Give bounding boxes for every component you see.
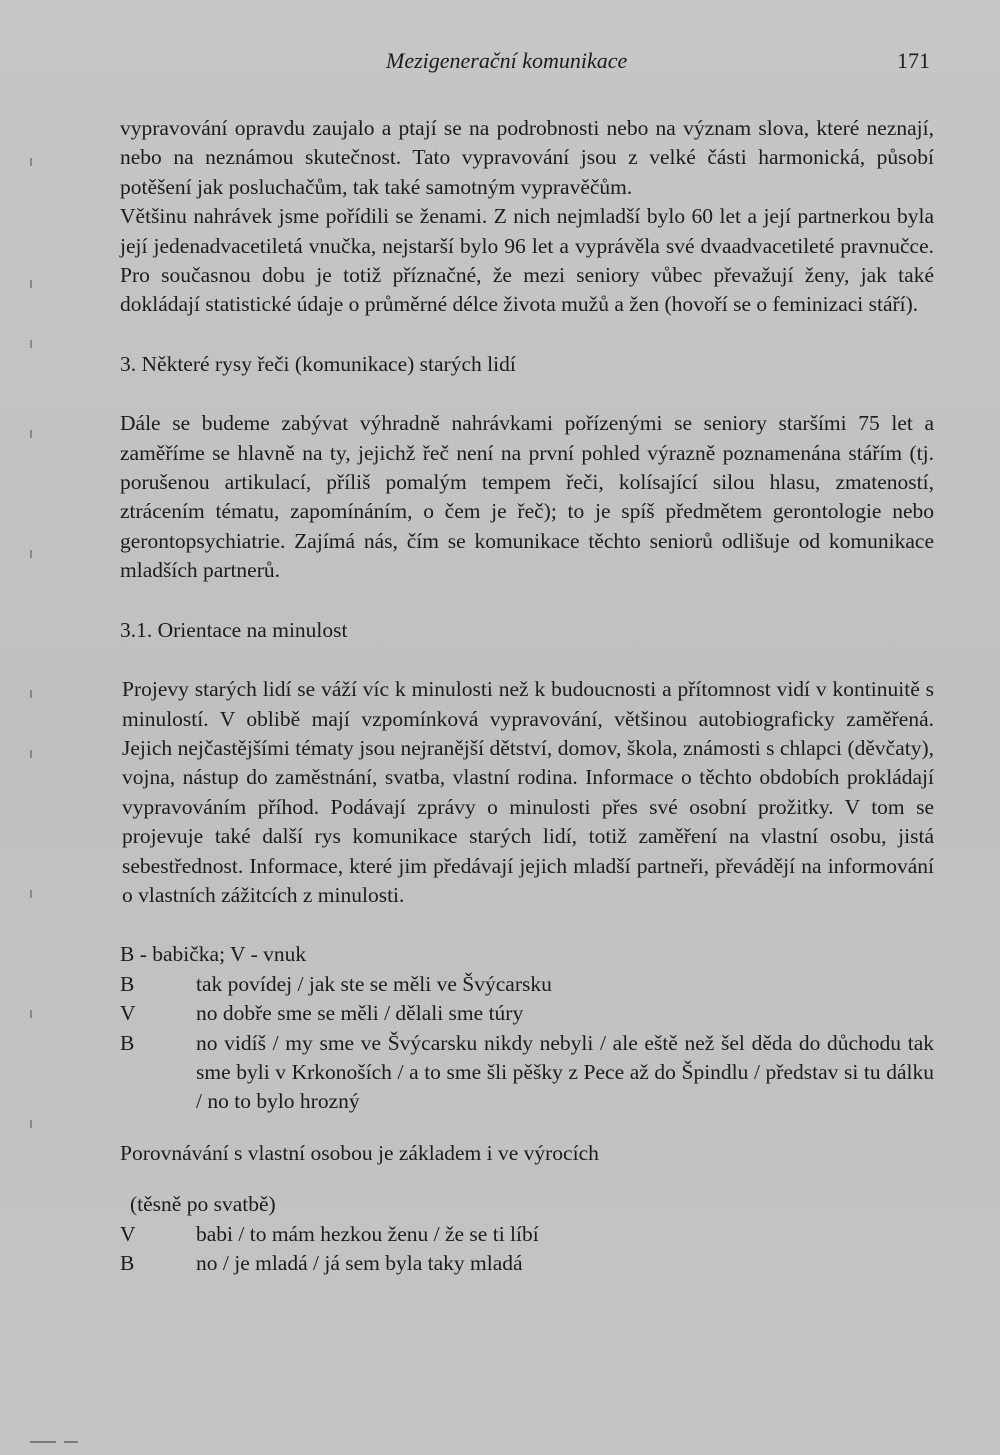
section-heading-3: 3. Některé rysy řeči (komunikace) starých lidí	[120, 351, 516, 376]
page-body	[120, 114, 934, 1278]
dialogue-line	[120, 999, 934, 1028]
utterance-text: babi / to mám hezkou ženu / že se ti líbí	[196, 1221, 539, 1246]
dialogue-line	[120, 1220, 934, 1249]
paragraph-recordings: Většinu nahrávek jsme pořídili se ženami. Z nich nejmladší bylo 60 let a její partnerkou byla její jedenadvacetiletá vnučka, nejstarší bylo 96 let a vyprávěla své dvaadvacetileté pravnučce. Pro současnou dobu je totiž příznačné, že mezi seniory vůbec převažují ženy, jak také dokládají statistické údaje o průměrné délce života mužů a žen (hovoří se o feminizaci stáří).	[120, 204, 934, 317]
speaker-label: V	[120, 1001, 136, 1026]
paragraph-section-3: Dále se budeme zabývat výhradně nahrávkami pořízenými se seniory staršími 75 let a zaměříme se hlavně na ty, jejichž řeč není na první pohled výrazně poznamenána stářím (tj. porušenou artikulací, příliš pomalým tempem řeči, kolísající silou hlasu, zmateností, ztrácením tématu, zapomínáním, o čem je řeč); to je spíš předmětem gerontologie nebo gerontopsychiatrie. Zajímá nás, čím se komunikace těchto seniorů odlišuje od komunikace mladších partnerů.	[120, 411, 934, 583]
dialogue-line	[120, 970, 934, 999]
speaker-label: B	[120, 971, 135, 996]
dialogue-context-note: (těsně po svatbě)	[130, 1192, 276, 1217]
speaker-label: V	[120, 1221, 136, 1246]
paragraph-comparison: Porovnávání s vlastní osobou je základem i ve výrocích	[120, 1140, 599, 1165]
utterance-text: no dobře sme se měli / dělali sme túry	[196, 1001, 524, 1026]
scan-edge-marks	[30, 130, 36, 1330]
page-number: 171	[897, 48, 930, 73]
dialogue-line	[120, 1029, 934, 1117]
paragraph-continuation: vypravování opravdu zaujalo a ptají se na podrobnosti nebo na význam slova, které neznají, nebo na neznámou skutečnost. Tato vypravování jsou z velké části harmonická, působí potěšení jak posluchačům, tak také samotným vypravěčům.	[120, 116, 934, 199]
speaker-legend: B - babička; V - vnuk	[120, 942, 307, 967]
running-title: Mezigenerační komunikace	[386, 48, 628, 73]
section-heading-3-1: 3.1. Orientace na minulost	[120, 617, 348, 642]
dialogue-excerpt-2	[120, 1220, 934, 1279]
page-header	[120, 48, 930, 82]
dialogue-line	[120, 1249, 934, 1278]
utterance-text: tak povídej / jak ste se měli ve Švýcarsku	[196, 971, 552, 996]
utterance-text: no / je mladá / já sem byla taky mladá	[196, 1251, 523, 1275]
speaker-label: B	[120, 1030, 135, 1055]
speaker-label: B	[120, 1251, 135, 1275]
scan-bottom-marks	[0, 1441, 1000, 1447]
utterance-text: no vidíš / my sme ve Švýcarsku nikdy nebyli / ale eště než šel děda do důchodu tak sme byli v Krkonoších / a to sme šli pěšky z Pece až do Špindlu / představ si tu dálku / no to bylo hrozný	[196, 1030, 934, 1114]
dialogue-excerpt-1	[120, 970, 934, 1117]
paragraph-orientation-past: Projevy starých lidí se váží víc k minulosti než k budoucnosti a přítomnost vidí v kontinuitě s minulostí. V oblibě mají vzpomínková vypravování, většinou autobiograficky zaměřená. Jejich nejčastějšími tématy jsou nejranější dětství, domov, škola, známosti s chlapci (děvčaty), vojna, nástup do zaměstnání, svatba, vlastní rodina. Informace o těchto obdobích prokládají vypravováním příhod. Podávají zprávy o minulosti přes své osobní prožitky. V tom se projevuje také další rys komunikace starých lidí, totiž zaměření na vlastní osobu, jistá sebestřednost. Informace, které jim předávají jejich mladší partneři, převádějí na informování o vlastních zážitcích z minulosti.	[122, 677, 934, 907]
